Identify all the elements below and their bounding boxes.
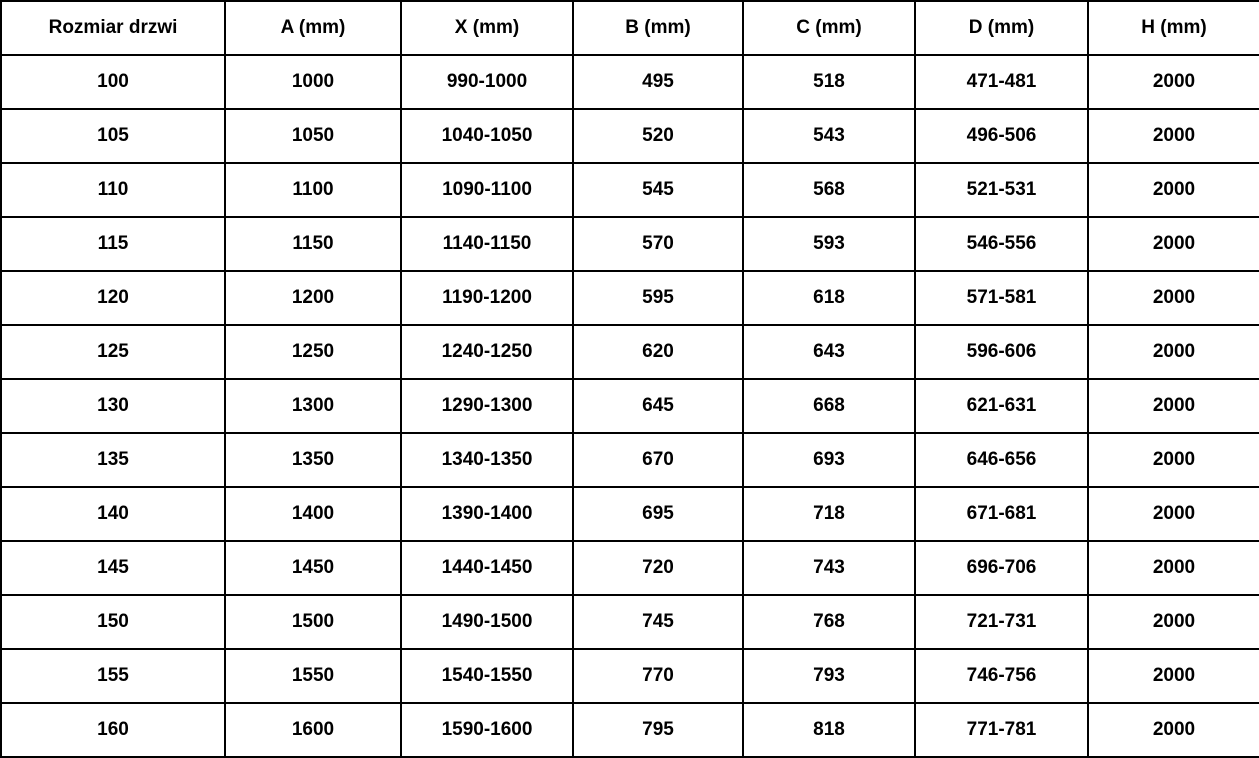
cell-door-size: 105	[1, 109, 225, 163]
cell-h: 2000	[1088, 649, 1259, 703]
cell-d: 496-506	[915, 109, 1088, 163]
cell-d: 771-781	[915, 703, 1088, 757]
cell-b: 720	[573, 541, 743, 595]
cell-b: 795	[573, 703, 743, 757]
cell-x: 1240-1250	[401, 325, 573, 379]
cell-x: 1140-1150	[401, 217, 573, 271]
cell-b: 545	[573, 163, 743, 217]
cell-door-size: 140	[1, 487, 225, 541]
cell-h: 2000	[1088, 487, 1259, 541]
table-row	[1, 595, 1259, 649]
cell-h: 2000	[1088, 217, 1259, 271]
cell-b: 570	[573, 217, 743, 271]
cell-a: 1500	[225, 595, 401, 649]
table-row	[1, 433, 1259, 487]
cell-d: 571-581	[915, 271, 1088, 325]
cell-door-size: 145	[1, 541, 225, 595]
cell-a: 1000	[225, 55, 401, 109]
cell-d: 621-631	[915, 379, 1088, 433]
cell-a: 1600	[225, 703, 401, 757]
cell-c: 693	[743, 433, 915, 487]
cell-a: 1100	[225, 163, 401, 217]
cell-h: 2000	[1088, 595, 1259, 649]
cell-x: 1440-1450	[401, 541, 573, 595]
cell-c: 718	[743, 487, 915, 541]
cell-c: 743	[743, 541, 915, 595]
table-row	[1, 703, 1259, 757]
cell-x: 990-1000	[401, 55, 573, 109]
cell-d: 546-556	[915, 217, 1088, 271]
cell-b: 595	[573, 271, 743, 325]
cell-door-size: 135	[1, 433, 225, 487]
table-row	[1, 163, 1259, 217]
cell-d: 596-606	[915, 325, 1088, 379]
cell-x: 1340-1350	[401, 433, 573, 487]
column-header-x: X (mm)	[401, 1, 573, 55]
cell-door-size: 120	[1, 271, 225, 325]
cell-d: 471-481	[915, 55, 1088, 109]
column-header-d: D (mm)	[915, 1, 1088, 55]
cell-x: 1590-1600	[401, 703, 573, 757]
cell-x: 1190-1200	[401, 271, 573, 325]
column-header-c: C (mm)	[743, 1, 915, 55]
table-row	[1, 649, 1259, 703]
cell-c: 543	[743, 109, 915, 163]
cell-x: 1540-1550	[401, 649, 573, 703]
cell-door-size: 125	[1, 325, 225, 379]
cell-d: 646-656	[915, 433, 1088, 487]
column-header-h: H (mm)	[1088, 1, 1259, 55]
cell-x: 1390-1400	[401, 487, 573, 541]
table-body	[1, 55, 1259, 757]
cell-a: 1350	[225, 433, 401, 487]
cell-d: 721-731	[915, 595, 1088, 649]
cell-b: 670	[573, 433, 743, 487]
cell-door-size: 150	[1, 595, 225, 649]
cell-h: 2000	[1088, 325, 1259, 379]
table-row	[1, 379, 1259, 433]
cell-c: 818	[743, 703, 915, 757]
cell-b: 620	[573, 325, 743, 379]
table-header-row	[1, 1, 1259, 55]
cell-c: 643	[743, 325, 915, 379]
table-header	[1, 1, 1259, 55]
cell-c: 568	[743, 163, 915, 217]
cell-b: 645	[573, 379, 743, 433]
cell-h: 2000	[1088, 703, 1259, 757]
cell-d: 746-756	[915, 649, 1088, 703]
cell-a: 1250	[225, 325, 401, 379]
cell-c: 518	[743, 55, 915, 109]
cell-h: 2000	[1088, 163, 1259, 217]
cell-a: 1450	[225, 541, 401, 595]
cell-c: 793	[743, 649, 915, 703]
cell-door-size: 130	[1, 379, 225, 433]
table-row	[1, 487, 1259, 541]
cell-h: 2000	[1088, 379, 1259, 433]
cell-d: 696-706	[915, 541, 1088, 595]
column-header-b: B (mm)	[573, 1, 743, 55]
cell-h: 2000	[1088, 271, 1259, 325]
table-row	[1, 55, 1259, 109]
cell-a: 1400	[225, 487, 401, 541]
column-header-door-size: Rozmiar drzwi	[1, 1, 225, 55]
cell-c: 768	[743, 595, 915, 649]
cell-door-size: 160	[1, 703, 225, 757]
cell-c: 593	[743, 217, 915, 271]
table-row	[1, 271, 1259, 325]
cell-x: 1090-1100	[401, 163, 573, 217]
cell-b: 745	[573, 595, 743, 649]
cell-a: 1150	[225, 217, 401, 271]
cell-d: 671-681	[915, 487, 1088, 541]
cell-c: 618	[743, 271, 915, 325]
table-row	[1, 109, 1259, 163]
cell-a: 1050	[225, 109, 401, 163]
cell-h: 2000	[1088, 55, 1259, 109]
table-row	[1, 541, 1259, 595]
cell-b: 495	[573, 55, 743, 109]
cell-a: 1300	[225, 379, 401, 433]
cell-a: 1550	[225, 649, 401, 703]
table-row	[1, 217, 1259, 271]
column-header-a: A (mm)	[225, 1, 401, 55]
cell-h: 2000	[1088, 109, 1259, 163]
cell-x: 1490-1500	[401, 595, 573, 649]
cell-door-size: 115	[1, 217, 225, 271]
table-row	[1, 325, 1259, 379]
cell-c: 668	[743, 379, 915, 433]
cell-door-size: 100	[1, 55, 225, 109]
cell-h: 2000	[1088, 433, 1259, 487]
cell-door-size: 110	[1, 163, 225, 217]
cell-x: 1290-1300	[401, 379, 573, 433]
cell-b: 770	[573, 649, 743, 703]
cell-x: 1040-1050	[401, 109, 573, 163]
cell-h: 2000	[1088, 541, 1259, 595]
cell-d: 521-531	[915, 163, 1088, 217]
cell-b: 695	[573, 487, 743, 541]
cell-door-size: 155	[1, 649, 225, 703]
cell-b: 520	[573, 109, 743, 163]
cell-a: 1200	[225, 271, 401, 325]
